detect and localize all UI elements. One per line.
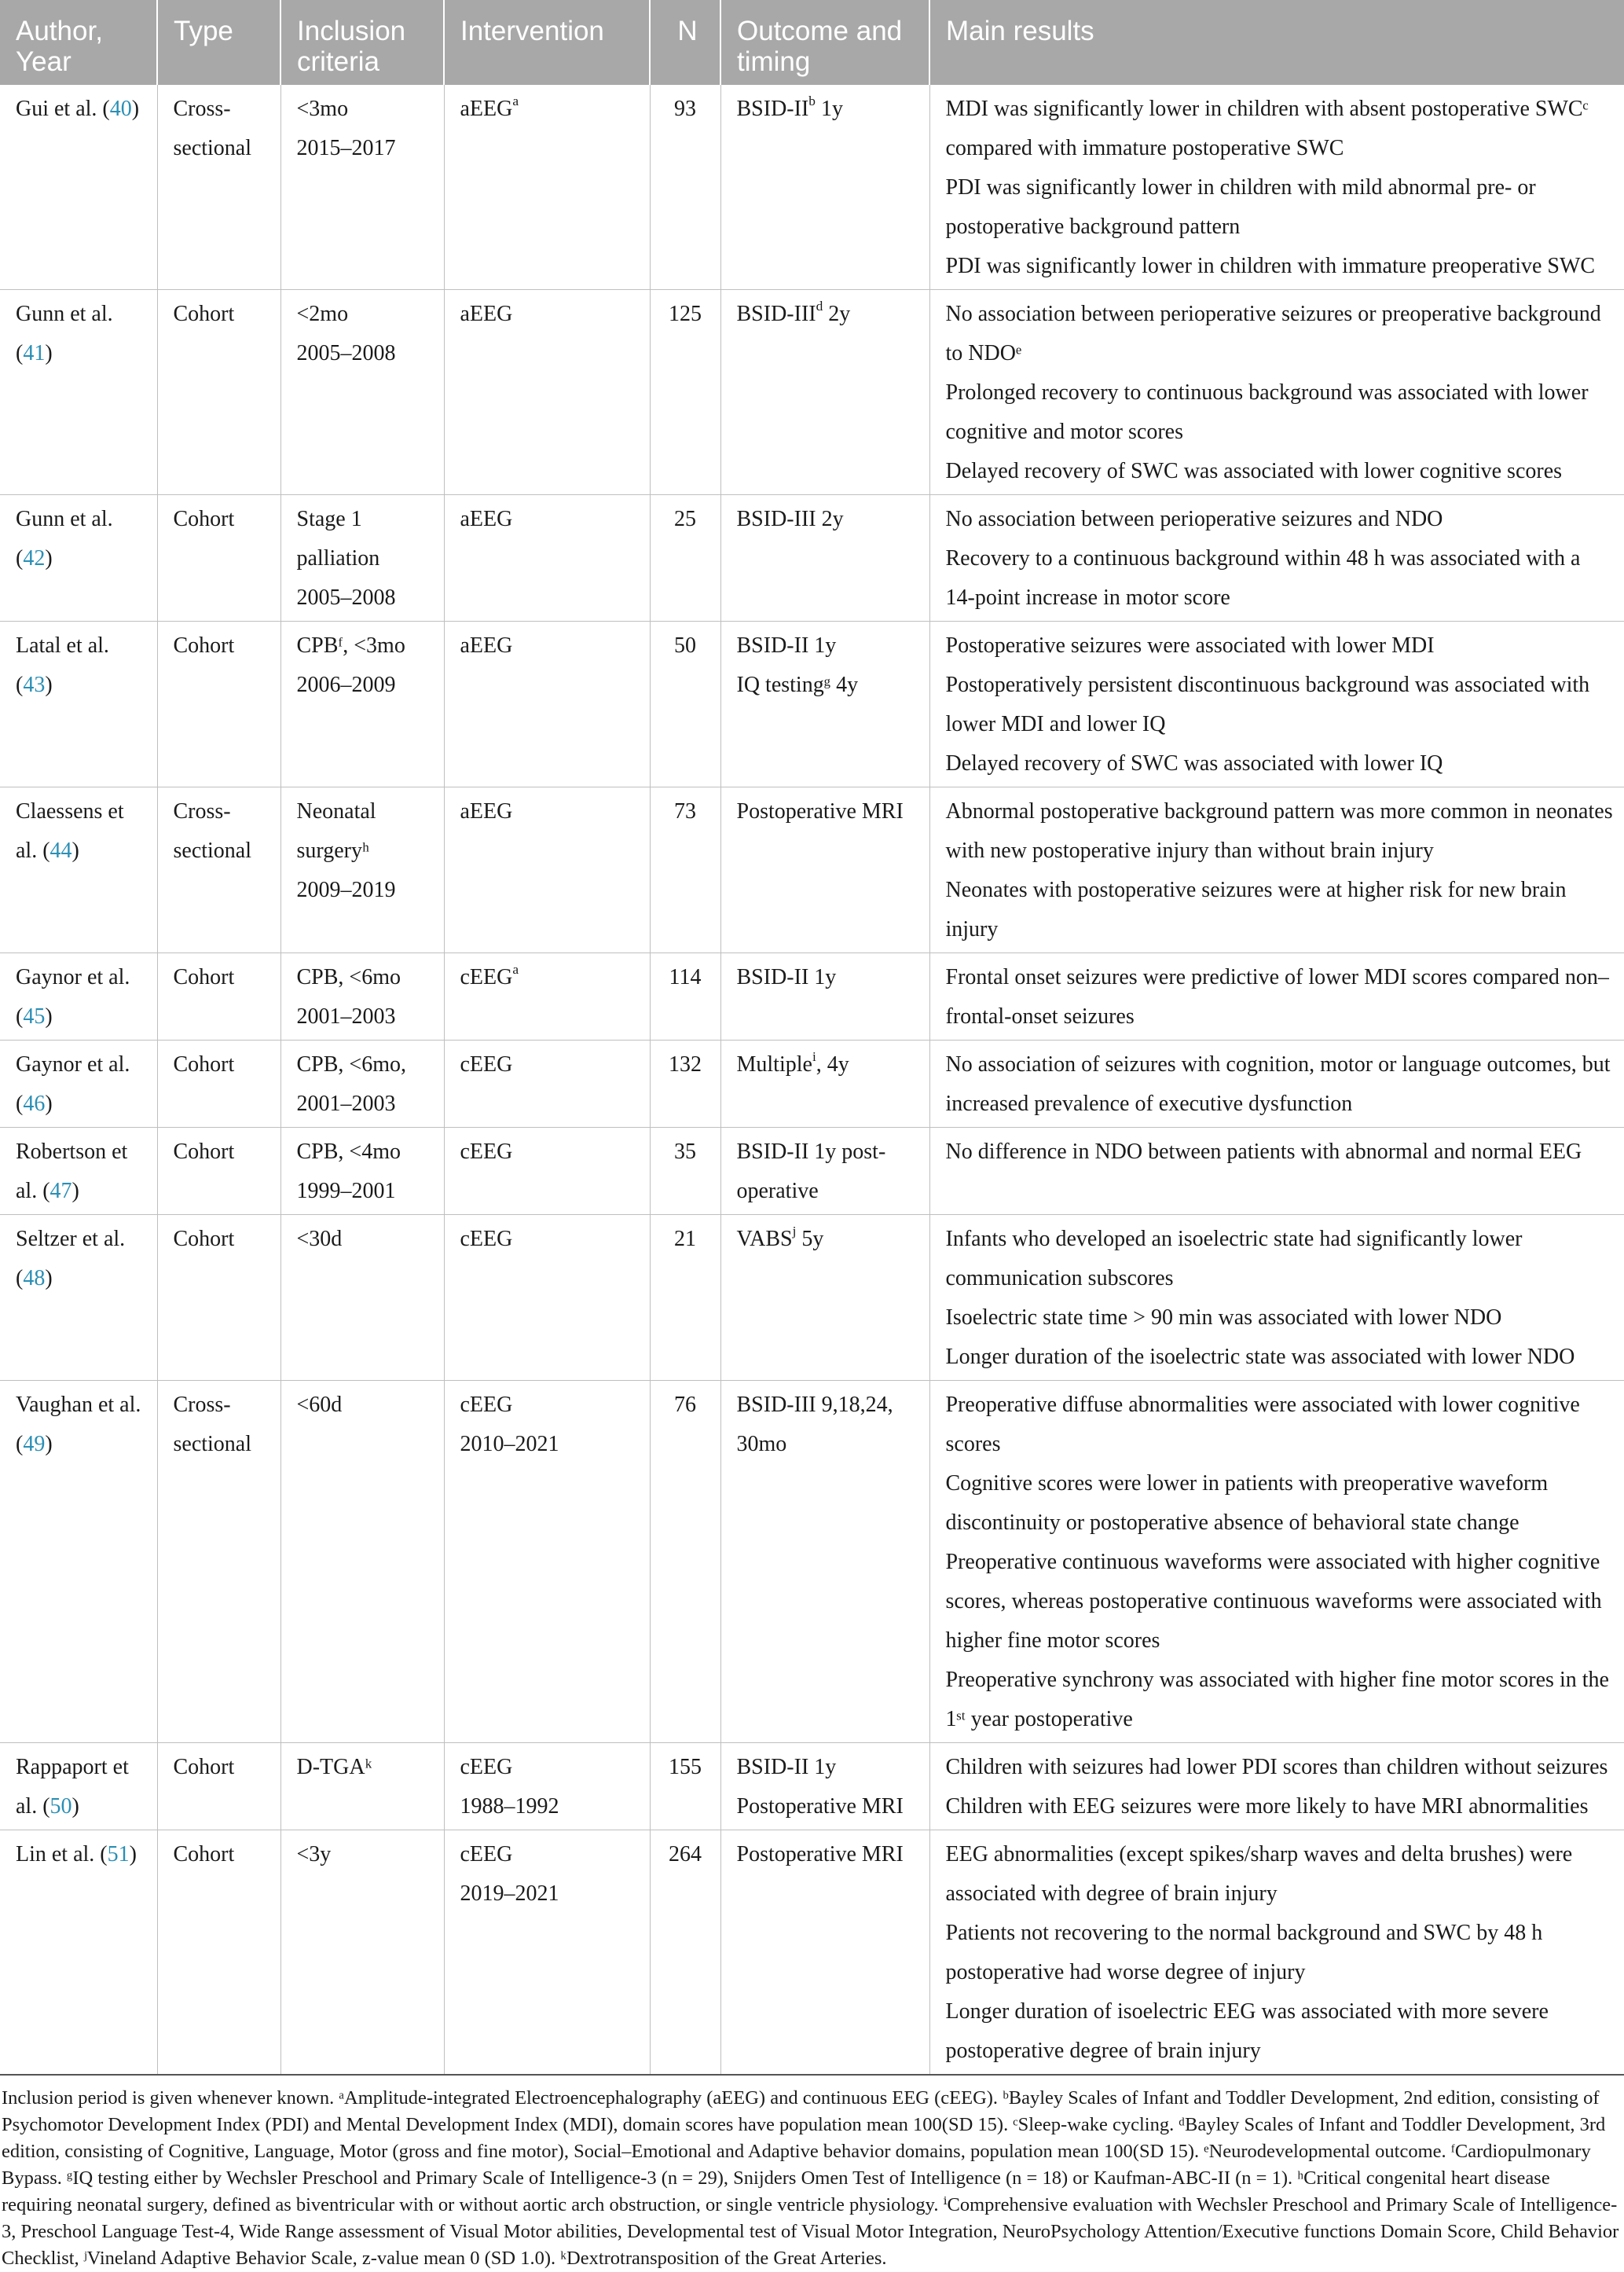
cell-author: Latal et al. (43) <box>0 622 157 787</box>
inclusion-line: CPBᶠ, <3mo <box>296 633 405 658</box>
intervention-period: 2019–2021 <box>460 1881 559 1906</box>
outcome-line: BSID-$II^b$ 1y <box>736 93 843 121</box>
cell-inclusion <box>280 1041 444 1128</box>
inclusion-line: 2001–2003 <box>296 1004 396 1029</box>
inclusion-line: <30d <box>296 1227 343 1251</box>
intervention-line: cEEG <box>460 1140 513 1164</box>
cell-author: Lin et al. (51) <box>0 1830 157 2076</box>
footnote-marker: j <box>792 1223 797 1239</box>
intervention-line: cEEG <box>460 1393 513 1417</box>
result-item: Recovery to a continuous background within 48 h was associated with a 14-point increase in motor score <box>945 546 1581 610</box>
footnote-text: Inclusion period is given whenever known. ᵃAmplitude-integrated Electroencephalography (aEEG) and continuous EEG (cEEG). ᵇBayley Scales of Infant and Toddler Development, 2nd edition, consisting of Psychomotor Development Index (PDI) and Mental Development Index (MDI), domain scores have population mean 100(SD 15). ᶜSleep-wake cycling. ᵈBayley Scales of Infant and Toddler Development, 3rd edition, consisting of Cognitive, Language, Motor (gross and fine motor), Social–Emotional and Adaptive behavior domains, population mean 100(SD 15). ᵉNeurodevelopmental outcome. ᶠCardiopulmonary Bypass. ᵍIQ testing either by Wechsler Preschool and Primary Scale of Intelligence-3 (n = 29), Snijders Omen Test of Intelligence (n = 18) or Kaufman-ABC-II (n = 1). ʰCritical congenital heart disease requiring neonatal surgery, defined as biventricular with or without aortic arch obstruction, or single ventricle physiology. ⁱComprehensive evaluation with Wechsler Preschool and Primary Scale of Intelligence-3, Preschool Language Test-4, Wide Range assessment of Visual Motor abilities, Developmental test of Visual Motor Integration, NeuroPsychology Attention/Executive functions Domain Score, Child Behavior Checklist, ʲVineland Adaptive Behavior Scale, z-value mean 0 (SD 1.0). ᵏDextrotransposition of the Great Arteries. <box>2 2087 1619 2269</box>
header-row <box>0 0 1624 85</box>
cell-type: Cohort <box>157 953 280 1041</box>
result-item: Delayed recovery of SWC was associated with lower IQ <box>945 751 1443 776</box>
outcome-line: Postoperative MRI <box>736 799 904 824</box>
intervention-line: cEEG <box>460 1755 513 1779</box>
footnote-marker: d <box>816 298 823 314</box>
cell-inclusion <box>280 1743 444 1830</box>
cell-outcome <box>720 1743 929 1830</box>
cell-outcome <box>720 622 929 787</box>
cell-type: Cross-sectional <box>157 1381 280 1743</box>
intervention-line: cEEG$^a$ <box>460 961 519 989</box>
cell-intervention <box>444 787 650 953</box>
intervention-line: aEEG <box>460 302 513 326</box>
table-row <box>0 622 1624 787</box>
inclusion-line: 2006–2009 <box>296 673 396 697</box>
cell-intervention <box>444 1743 650 1830</box>
cell-n: 125 <box>650 290 720 495</box>
cell-results <box>929 495 1624 622</box>
cell-results <box>929 953 1624 1041</box>
cell-intervention <box>444 1128 650 1215</box>
table-row <box>0 495 1624 622</box>
header-type: Type <box>157 0 280 85</box>
outcome-line: BSID-II 1y <box>736 965 837 989</box>
footnote-marker: a <box>512 961 519 977</box>
cell-author: Gaynor et al. (45) <box>0 953 157 1041</box>
cell-n: 93 <box>650 85 720 290</box>
cell-outcome <box>720 85 929 290</box>
header-n: N <box>650 0 720 85</box>
cell-inclusion <box>280 85 444 290</box>
result-item: Frontal onset seizures were predictive of lower MDI scores compared non–frontal-onset seizures <box>945 965 1609 1029</box>
outcome-line: BSID-III 9,18,24, 30mo <box>736 1393 893 1456</box>
cell-results <box>929 1041 1624 1128</box>
cell-inclusion <box>280 622 444 787</box>
cell-inclusion <box>280 1830 444 2076</box>
cell-results <box>929 1215 1624 1381</box>
inclusion-line: Neonatal surgeryʰ <box>296 799 376 863</box>
result-item: No association between perioperative seizures and NDO <box>945 507 1443 531</box>
cell-outcome <box>720 290 929 495</box>
cell-n: 155 <box>650 1743 720 1830</box>
cell-type: Cross-sectional <box>157 85 280 290</box>
cell-results <box>929 85 1624 290</box>
reference-link[interactable]: 48 <box>23 1266 46 1290</box>
cell-author: Claessens et al. (44) <box>0 787 157 953</box>
result-item: Preoperative diffuse abnormalities were associated with lower cognitive scores <box>945 1393 1580 1456</box>
result-item: Cognitive scores were lower in patients with preoperative waveform discontinuity or postoperative absence of behavioral state change <box>945 1471 1549 1535</box>
result-item: Children with seizures had lower PDI scores than children without seizures <box>945 1755 1608 1779</box>
cell-type: Cohort <box>157 1830 280 2076</box>
result-item: Longer duration of isoelectric EEG was associated with more severe postoperative degree of brain injury <box>945 1999 1549 2063</box>
cell-outcome <box>720 953 929 1041</box>
result-item: Prolonged recovery to continuous background was associated with lower cognitive and motor scores <box>945 380 1589 444</box>
cell-author: Gunn et al. (42) <box>0 495 157 622</box>
cell-intervention <box>444 953 650 1041</box>
inclusion-line: <3y <box>296 1842 332 1866</box>
inclusion-line: 1999–2001 <box>296 1179 396 1203</box>
cell-type: Cohort <box>157 1743 280 1830</box>
cell-outcome <box>720 1128 929 1215</box>
result-item: Children with EEG seizures were more likely to have MRI abnormalities <box>945 1794 1589 1819</box>
table-row <box>0 85 1624 290</box>
outcome-line: BSID-II 1y <box>736 1755 837 1779</box>
footnote-marker: a <box>512 93 519 108</box>
inclusion-line: D-TGAᵏ <box>296 1755 372 1779</box>
reference-link[interactable]: 40 <box>109 97 132 121</box>
result-item: Preoperative continuous waveforms were associated with higher cognitive scores, whereas postoperative continuous waveforms were associated with higher fine motor scores <box>945 1550 1602 1653</box>
cell-inclusion <box>280 290 444 495</box>
cell-results <box>929 1381 1624 1743</box>
inclusion-line: <2mo <box>296 302 349 326</box>
cell-intervention <box>444 1830 650 2076</box>
intervention-line: cEEG <box>460 1052 513 1077</box>
cell-intervention <box>444 1381 650 1743</box>
outcome-line: BSID-III$^d$ 2y <box>736 298 851 326</box>
cell-inclusion <box>280 1128 444 1215</box>
cell-n: 21 <box>650 1215 720 1381</box>
cell-author: Rappaport et al. (50) <box>0 1743 157 1830</box>
cell-author: Gaynor et al. (46) <box>0 1041 157 1128</box>
cell-type: Cohort <box>157 622 280 787</box>
intervention-line: aEEG <box>460 507 513 531</box>
inclusion-line: 2009–2019 <box>296 878 396 902</box>
cell-author: Robertson et al. (47) <box>0 1128 157 1215</box>
cell-intervention <box>444 1041 650 1128</box>
footnote-marker: i <box>812 1048 816 1064</box>
outcome-line: Postoperative MRI <box>736 1794 904 1819</box>
cell-outcome <box>720 1215 929 1381</box>
table-row <box>0 787 1624 953</box>
table-row <box>0 1128 1624 1215</box>
inclusion-line: 2005–2008 <box>296 341 396 365</box>
cell-type: Cohort <box>157 1215 280 1381</box>
table-row <box>0 1743 1624 1830</box>
inclusion-line: CPB, <6mo <box>296 965 401 989</box>
cell-n: 73 <box>650 787 720 953</box>
result-item: Abnormal postoperative background pattern was more common in neonates with new postoperative injury than without brain injury <box>945 799 1613 863</box>
intervention-period: 2010–2021 <box>460 1432 559 1456</box>
cell-n: 35 <box>650 1128 720 1215</box>
inclusion-line: 2015–2017 <box>296 136 396 160</box>
intervention-period: 1988–1992 <box>460 1794 559 1819</box>
cell-author: Seltzer et al. (48) <box>0 1215 157 1381</box>
reference-link[interactable]: 42 <box>23 546 46 571</box>
reference-link[interactable]: 41 <box>23 341 46 365</box>
cell-intervention <box>444 85 650 290</box>
cell-outcome <box>720 495 929 622</box>
outcome-line: BSID-III 2y <box>736 507 844 531</box>
inclusion-line: <60d <box>296 1393 343 1417</box>
table-footnote <box>0 2076 1624 2272</box>
cell-results <box>929 622 1624 787</box>
result-item: Isoelectric state time > 90 min was associated with lower NDO <box>945 1305 1502 1330</box>
cell-outcome <box>720 1041 929 1128</box>
cell-results <box>929 1128 1624 1215</box>
intervention-line: cEEG <box>460 1842 513 1866</box>
cell-results <box>929 1830 1624 2076</box>
inclusion-line: Stage 1 palliation <box>296 507 380 571</box>
cell-author: Gui et al. (40) <box>0 85 157 290</box>
cell-type: Cohort <box>157 495 280 622</box>
cell-results <box>929 290 1624 495</box>
cell-type: Cross-sectional <box>157 787 280 953</box>
cell-n: 132 <box>650 1041 720 1128</box>
table-row <box>0 1215 1624 1381</box>
result-item: Longer duration of the isoelectric state was associated with lower NDO <box>945 1345 1575 1369</box>
cell-intervention <box>444 622 650 787</box>
header-intervention: Intervention <box>444 0 650 85</box>
header-outcome: Outcome and timing <box>720 0 929 85</box>
inclusion-line: 2001–2003 <box>296 1092 396 1116</box>
cell-intervention <box>444 495 650 622</box>
table-row <box>0 1041 1624 1128</box>
result-item: Delayed recovery of SWC was associated with lower cognitive scores <box>945 459 1563 483</box>
cell-inclusion <box>280 495 444 622</box>
cell-outcome <box>720 1381 929 1743</box>
cell-n: 76 <box>650 1381 720 1743</box>
reference-link[interactable]: 49 <box>23 1432 46 1456</box>
cell-n: 50 <box>650 622 720 787</box>
cell-intervention <box>444 290 650 495</box>
result-item: Neonates with postoperative seizures were at higher risk for new brain injury <box>945 878 1567 941</box>
footnote-marker: b <box>808 93 816 108</box>
cell-inclusion <box>280 787 444 953</box>
cell-outcome <box>720 787 929 953</box>
cell-type: Cohort <box>157 1041 280 1128</box>
table-row <box>0 290 1624 495</box>
result-item: PDI was significantly lower in children with immature preoperative SWC <box>945 254 1596 278</box>
cell-intervention <box>444 1215 650 1381</box>
inclusion-line: <3mo <box>296 97 349 121</box>
reference-link[interactable]: 50 <box>49 1794 72 1819</box>
cell-n: 25 <box>650 495 720 622</box>
cell-outcome <box>720 1830 929 2076</box>
outcome-line: Multiple$^i$, 4y <box>736 1048 849 1077</box>
inclusion-line: 2005–2008 <box>296 585 396 610</box>
result-item: Patients not recovering to the normal background and SWC by 48 h postoperative had worse degree of injury <box>945 1921 1543 1984</box>
header-inclusion: Inclusion criteria <box>280 0 444 85</box>
cell-type: Cohort <box>157 1128 280 1215</box>
result-item: No difference in NDO between patients with abnormal and normal EEG <box>945 1140 1582 1164</box>
cell-results <box>929 1743 1624 1830</box>
result-item: MDI was significantly lower in children with absent postoperative SWCᶜ compared with immature postoperative SWC <box>945 97 1589 160</box>
result-item: Postoperatively persistent discontinuous background was associated with lower MDI and lower IQ <box>945 673 1590 736</box>
intervention-line: aEEG$^a$ <box>460 93 519 121</box>
cell-type: Cohort <box>157 290 280 495</box>
intervention-line: aEEG <box>460 633 513 658</box>
cell-results <box>929 787 1624 953</box>
cell-n: 264 <box>650 1830 720 2076</box>
outcome-line: BSID-II 1y post-operative <box>736 1140 886 1203</box>
result-item: Postoperative seizures were associated with lower MDI <box>945 633 1435 658</box>
reference-link[interactable]: 44 <box>49 839 72 863</box>
inclusion-line: CPB, <4mo <box>296 1140 401 1164</box>
header-author: Author, Year <box>0 0 157 85</box>
cell-inclusion <box>280 1215 444 1381</box>
result-item: Preoperative synchrony was associated with higher fine motor scores in the 1ˢᵗ year postoperative <box>945 1668 1609 1731</box>
reference-link[interactable]: 47 <box>49 1179 72 1203</box>
result-item: PDI was significantly lower in children with mild abnormal pre- or postoperative background pattern <box>945 175 1536 239</box>
result-item: Infants who developed an isoelectric state had significantly lower communication subscores <box>945 1227 1523 1290</box>
cell-author: Vaughan et al. (49) <box>0 1381 157 1743</box>
table-row <box>0 953 1624 1041</box>
reference-link[interactable]: 51 <box>107 1842 130 1866</box>
reference-link[interactable]: 43 <box>23 673 46 697</box>
cell-author: Gunn et al. (41) <box>0 290 157 495</box>
outcome-line: IQ testingᵍ 4y <box>736 673 859 697</box>
result-item: EEG abnormalities (except spikes/sharp waves and delta brushes) were associated with degree of brain injury <box>945 1842 1573 1906</box>
result-item: No association of seizures with cognition, motor or language outcomes, but increased prevalence of executive dysfunction <box>945 1052 1611 1116</box>
cell-inclusion <box>280 953 444 1041</box>
outcome-line: Postoperative MRI <box>736 1842 904 1866</box>
cell-inclusion <box>280 1381 444 1743</box>
outcome-line: BSID-II 1y <box>736 633 837 658</box>
outcome-line: VABS$^j$ 5y <box>736 1223 824 1251</box>
reference-link[interactable]: 46 <box>23 1092 46 1116</box>
reference-link[interactable]: 45 <box>23 1004 46 1029</box>
header-results: Main results <box>929 0 1624 85</box>
inclusion-line: CPB, <6mo, <box>296 1052 406 1077</box>
table-body <box>0 85 1624 2075</box>
intervention-line: aEEG <box>460 799 513 824</box>
result-item: No association between perioperative seizures or preoperative background to NDOᵉ <box>945 302 1601 365</box>
table-row <box>0 1381 1624 1743</box>
cell-n: 114 <box>650 953 720 1041</box>
intervention-line: cEEG <box>460 1227 513 1251</box>
table-row <box>0 1830 1624 2076</box>
